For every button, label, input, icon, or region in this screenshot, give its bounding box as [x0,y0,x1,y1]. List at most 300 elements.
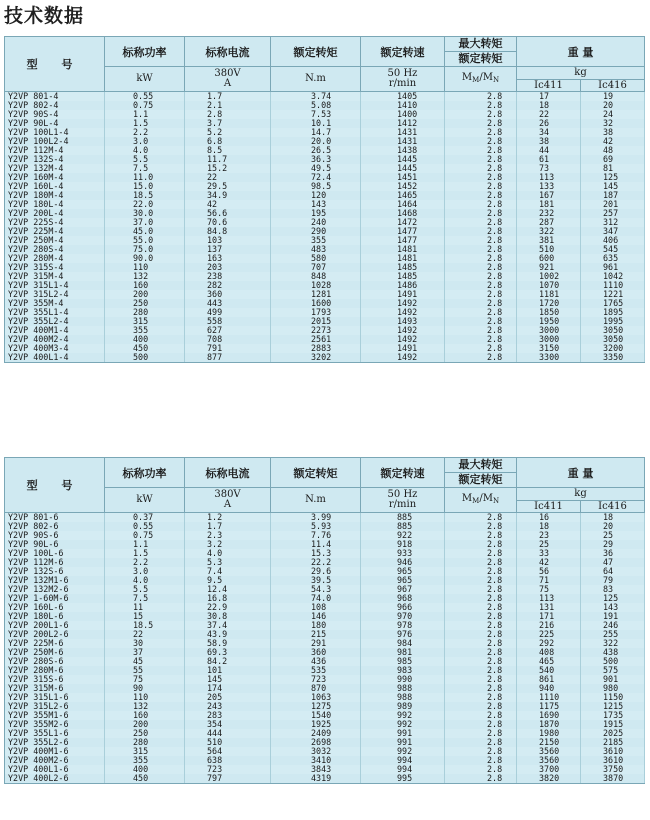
cell-weight-ic416: 257 [581,209,645,218]
cell-speed: 922 [361,531,445,540]
cell-torque: 108 [271,603,361,612]
cell-weight-ic416: 47 [581,558,645,567]
header-max-torque-top: 最大转矩 [445,458,516,473]
cell-torque: 74.0 [271,594,361,603]
cell-weight-ic411: 42 [517,558,581,567]
cell-torque: 5.93 [271,522,361,531]
cell-weight-ic411: 225 [517,630,581,639]
header-speed-unit [361,67,445,92]
header-weight-ic416: Ic416 [581,501,645,513]
header-power-unit: kW [105,488,185,513]
cell-weight-ic411: 861 [517,675,581,684]
cell-ratio: 2.8 [445,756,517,765]
cell-power: 3.0 [105,567,185,576]
table-row [5,263,645,272]
cell-ratio: 2.8 [445,648,517,657]
cell-weight-ic416: 191 [581,612,645,621]
cell-ratio: 2.8 [445,218,517,227]
cell-power: 250 [105,299,185,308]
cell-torque: 2273 [271,326,361,335]
cell-weight-ic416: 48 [581,146,645,155]
cell-current: 69.3 [185,648,271,657]
cell-ratio: 2.8 [445,684,517,693]
cell-weight-ic411: 22 [517,110,581,119]
cell-weight-ic411: 465 [517,657,581,666]
cell-weight-ic411: 921 [517,263,581,272]
cell-torque: 1275 [271,702,361,711]
header-current-unit-bottom: A [223,78,232,89]
cell-current: 70.6 [185,218,271,227]
table-row [5,765,645,774]
cell-weight-ic411: 540 [517,666,581,675]
cell-speed: 1491 [361,344,445,353]
cell-weight-ic411: 3560 [517,747,581,756]
cell-weight-ic416: 64 [581,567,645,576]
cell-model: Y2VP 355M2-6 [5,720,105,729]
cell-ratio: 2.8 [445,263,517,272]
cell-weight-ic411: 1720 [517,299,581,308]
cell-current: 797 [185,774,271,784]
cell-power: 110 [105,693,185,702]
cell-model: Y2VP 112M-4 [5,146,105,155]
cell-model: Y2VP 90S-4 [5,110,105,119]
cell-torque: 15.3 [271,549,361,558]
cell-speed: 1481 [361,254,445,263]
cell-torque: 240 [271,218,361,227]
cell-weight-ic416: 2025 [581,729,645,738]
cell-weight-ic411: 17 [517,92,581,102]
cell-torque: 120 [271,191,361,200]
cell-ratio: 2.8 [445,612,517,621]
cell-model: Y2VP 355L2-6 [5,738,105,747]
cell-ratio: 2.8 [445,182,517,191]
cell-speed: 1472 [361,218,445,227]
cell-current: 627 [185,326,271,335]
cell-speed: 970 [361,612,445,621]
cell-speed: 976 [361,630,445,639]
cell-model: Y2VP 132S-4 [5,155,105,164]
cell-power: 45.0 [105,227,185,236]
cell-weight-ic411: 133 [517,182,581,191]
cell-model: Y2VP 132M1-6 [5,576,105,585]
cell-ratio: 2.8 [445,738,517,747]
cell-model: Y2VP 802-6 [5,522,105,531]
cell-power: 500 [105,353,185,363]
cell-weight-ic416: 1765 [581,299,645,308]
cell-model: Y2VP 802-4 [5,101,105,110]
cell-torque: 29.6 [271,567,361,576]
cell-torque: 2883 [271,344,361,353]
cell-speed: 1486 [361,281,445,290]
cell-weight-ic416: 406 [581,236,645,245]
table-row [5,693,645,702]
cell-model: Y2VP 400M1-4 [5,326,105,335]
cell-weight-ic416: 3610 [581,747,645,756]
cell-ratio: 2.8 [445,666,517,675]
cell-ratio: 2.8 [445,254,517,263]
table-row [5,531,645,540]
header-max-torque [445,458,517,488]
cell-speed: 992 [361,711,445,720]
cell-weight-ic411: 292 [517,639,581,648]
cell-ratio: 2.8 [445,326,517,335]
table-row [5,657,645,666]
cell-weight-ic416: 3870 [581,774,645,784]
cell-speed: 1492 [361,308,445,317]
cell-torque: 1793 [271,308,361,317]
cell-power: 7.5 [105,594,185,603]
cell-torque: 1063 [271,693,361,702]
table-row [5,200,645,209]
cell-weight-ic411: 3560 [517,756,581,765]
cell-speed: 1431 [361,137,445,146]
cell-speed: 885 [361,522,445,531]
cell-speed: 992 [361,747,445,756]
cell-current: 56.6 [185,209,271,218]
cell-ratio: 2.8 [445,299,517,308]
cell-power: 110 [105,263,185,272]
table-row [5,612,645,621]
cell-model: Y2VP 90L-6 [5,540,105,549]
cell-model: Y2VP 200L-4 [5,209,105,218]
header-max-torque-top: 最大转矩 [445,37,516,52]
cell-torque: 1281 [271,290,361,299]
cell-torque: 14.7 [271,128,361,137]
cell-speed: 985 [361,657,445,666]
cell-current: 708 [185,335,271,344]
cell-model: Y2VP 180L-6 [5,612,105,621]
cell-ratio: 2.8 [445,227,517,236]
cell-speed: 1445 [361,164,445,173]
cell-weight-ic416: 143 [581,603,645,612]
cell-speed: 966 [361,603,445,612]
cell-torque: 870 [271,684,361,693]
cell-power: 90 [105,684,185,693]
cell-weight-ic416: 3050 [581,335,645,344]
table-row [5,218,645,227]
header-power: 标称功率 [105,37,185,67]
cell-power: 0.75 [105,101,185,110]
cell-power: 5.5 [105,155,185,164]
cell-speed: 1410 [361,101,445,110]
cell-model: Y2VP 400M3-4 [5,344,105,353]
cell-torque: 291 [271,639,361,648]
cell-weight-ic416: 545 [581,245,645,254]
cell-current: 11.7 [185,155,271,164]
cell-weight-ic416: 438 [581,648,645,657]
cell-weight-ic411: 131 [517,603,581,612]
cell-ratio: 2.8 [445,531,517,540]
cell-power: 132 [105,702,185,711]
cell-current: 15.2 [185,164,271,173]
cell-weight-ic416: 246 [581,621,645,630]
cell-torque: 2561 [271,335,361,344]
cell-ratio: 2.8 [445,711,517,720]
cell-speed: 1493 [361,317,445,326]
table-row [5,576,645,585]
table-row [5,513,645,523]
cell-weight-ic411: 1850 [517,308,581,317]
cell-current: 2.3 [185,531,271,540]
cell-power: 37.0 [105,218,185,227]
table-row [5,603,645,612]
header-current-unit-bottom: A [223,499,232,510]
cell-weight-ic411: 34 [517,128,581,137]
cell-torque: 3202 [271,353,361,363]
cell-current: 499 [185,308,271,317]
cell-power: 2.2 [105,128,185,137]
cell-speed: 946 [361,558,445,567]
header-current-unit-top: 380V [214,68,241,79]
cell-weight-ic416: 3750 [581,765,645,774]
cell-model: Y2VP 160M-4 [5,173,105,182]
cell-speed: 988 [361,684,445,693]
cell-current: 360 [185,290,271,299]
cell-torque: 26.5 [271,146,361,155]
cell-weight-ic411: 3000 [517,335,581,344]
table-row [5,639,645,648]
cell-speed: 1477 [361,227,445,236]
cell-current: 283 [185,711,271,720]
cell-speed: 988 [361,693,445,702]
cell-speed: 989 [361,702,445,711]
cell-current: 638 [185,756,271,765]
cell-current: 22.9 [185,603,271,612]
cell-weight-ic411: 23 [517,531,581,540]
cell-torque: 2015 [271,317,361,326]
cell-speed: 984 [361,639,445,648]
cell-power: 22.0 [105,200,185,209]
cell-torque: 360 [271,648,361,657]
cell-model: Y2VP 280M-4 [5,254,105,263]
cell-model: Y2VP 400M2-4 [5,335,105,344]
cell-power: 355 [105,326,185,335]
cell-ratio: 2.8 [445,549,517,558]
cell-power: 280 [105,308,185,317]
cell-ratio: 2.8 [445,585,517,594]
table-row [5,146,645,155]
cell-current: 22 [185,173,271,182]
table-row [5,182,645,191]
cell-weight-ic411: 1870 [517,720,581,729]
cell-power: 200 [105,290,185,299]
cell-speed: 994 [361,765,445,774]
cell-ratio: 2.8 [445,729,517,738]
cell-power: 75.0 [105,245,185,254]
header-model: 型 号 [5,37,105,92]
cell-ratio: 2.8 [445,353,517,363]
cell-ratio: 2.8 [445,747,517,756]
cell-ratio: 2.8 [445,245,517,254]
cell-power: 280 [105,738,185,747]
cell-current: 791 [185,344,271,353]
cell-speed: 983 [361,666,445,675]
cell-ratio: 2.8 [445,236,517,245]
cell-torque: 3032 [271,747,361,756]
cell-weight-ic416: 980 [581,684,645,693]
table-row [5,92,645,102]
cell-power: 450 [105,344,185,353]
cell-model: Y2VP 280S-4 [5,245,105,254]
table-row [5,585,645,594]
cell-ratio: 2.8 [445,540,517,549]
cell-weight-ic416: 3610 [581,756,645,765]
cell-ratio: 2.8 [445,173,517,182]
cell-model: Y2VP 801-6 [5,513,105,523]
cell-power: 1.1 [105,540,185,549]
table-row [5,540,645,549]
header-weight-ic416: Ic416 [581,80,645,92]
cell-current: 30.8 [185,612,271,621]
cell-weight-ic416: 255 [581,630,645,639]
cell-weight-ic411: 408 [517,648,581,657]
cell-ratio: 2.8 [445,720,517,729]
cell-weight-ic416: 1042 [581,272,645,281]
cell-weight-ic416: 145 [581,182,645,191]
cell-ratio: 2.8 [445,317,517,326]
cell-weight-ic411: 322 [517,227,581,236]
cell-speed: 965 [361,567,445,576]
cell-model: Y2VP 112M-6 [5,558,105,567]
cell-model: Y2VP 400L2-6 [5,774,105,784]
cell-power: 18.5 [105,191,185,200]
cell-weight-ic416: 83 [581,585,645,594]
cell-weight-ic411: 71 [517,576,581,585]
table-row [5,702,645,711]
table-row [5,155,645,164]
cell-ratio: 2.8 [445,200,517,209]
cell-power: 22 [105,630,185,639]
cell-ratio: 2.8 [445,209,517,218]
cell-weight-ic411: 44 [517,146,581,155]
cell-weight-ic416: 500 [581,657,645,666]
cell-power: 7.5 [105,164,185,173]
cell-weight-ic416: 201 [581,200,645,209]
cell-weight-ic416: 1895 [581,308,645,317]
table-row [5,290,645,299]
table-body [5,92,645,363]
cell-weight-ic411: 3300 [517,353,581,363]
spec-table-4-pole [4,36,645,363]
header-weight-ic411: Ic411 [517,80,581,92]
cell-speed: 1400 [361,110,445,119]
cell-speed: 967 [361,585,445,594]
cell-ratio: 2.8 [445,344,517,353]
cell-ratio: 2.8 [445,630,517,639]
cell-weight-ic411: 1181 [517,290,581,299]
cell-power: 55 [105,666,185,675]
cell-weight-ic411: 61 [517,155,581,164]
cell-power: 30 [105,639,185,648]
header-weight-unit: kg [517,488,645,501]
header-max-torque-bottom: 额定转矩 [458,473,503,486]
cell-speed: 965 [361,576,445,585]
cell-current: 12.4 [185,585,271,594]
cell-weight-ic411: 1070 [517,281,581,290]
cell-power: 315 [105,317,185,326]
cell-current: 34.9 [185,191,271,200]
cell-weight-ic416: 1215 [581,702,645,711]
cell-current: 205 [185,693,271,702]
cell-ratio: 2.8 [445,594,517,603]
cell-model: Y2VP 90S-6 [5,531,105,540]
cell-torque: 49.5 [271,164,361,173]
cell-weight-ic416: 20 [581,101,645,110]
table-row [5,648,645,657]
header-torque-unit: N.m [271,67,361,92]
cell-current: 101 [185,666,271,675]
cell-model: Y2VP 1-60M-6 [5,594,105,603]
cell-model: Y2VP 355L2-4 [5,317,105,326]
cell-weight-ic416: 1915 [581,720,645,729]
cell-ratio: 2.8 [445,693,517,702]
table-row [5,326,645,335]
header-power: 标称功率 [105,458,185,488]
cell-current: 443 [185,299,271,308]
cell-speed: 918 [361,540,445,549]
cell-current: 203 [185,263,271,272]
cell-weight-ic411: 113 [517,594,581,603]
cell-weight-ic411: 3820 [517,774,581,784]
table-row [5,101,645,110]
cell-torque: 180 [271,621,361,630]
cell-weight-ic416: 29 [581,540,645,549]
cell-speed: 995 [361,774,445,784]
cell-torque: 5.08 [271,101,361,110]
cell-power: 2.2 [105,558,185,567]
cell-power: 18.5 [105,621,185,630]
cell-weight-ic416: 3350 [581,353,645,363]
cell-weight-ic411: 75 [517,585,581,594]
cell-weight-ic411: 3700 [517,765,581,774]
table-row [5,621,645,630]
cell-torque: 143 [271,200,361,209]
cell-current: 137 [185,245,271,254]
cell-weight-ic416: 1221 [581,290,645,299]
cell-ratio: 2.8 [445,155,517,164]
cell-ratio: 2.8 [445,281,517,290]
cell-torque: 723 [271,675,361,684]
cell-weight-ic411: 113 [517,173,581,182]
cell-power: 355 [105,756,185,765]
cell-torque: 11.4 [271,540,361,549]
cell-torque: 36.3 [271,155,361,164]
cell-ratio: 2.8 [445,603,517,612]
cell-model: Y2VP 250M-4 [5,236,105,245]
table-row [5,110,645,119]
cell-weight-ic411: 25 [517,540,581,549]
cell-weight-ic411: 26 [517,119,581,128]
cell-ratio: 2.8 [445,137,517,146]
cell-current: 238 [185,272,271,281]
cell-speed: 1451 [361,173,445,182]
table-row [5,281,645,290]
cell-model: Y2VP 315M-6 [5,684,105,693]
cell-weight-ic411: 600 [517,254,581,263]
table-row [5,729,645,738]
cell-weight-ic411: 18 [517,101,581,110]
cell-speed: 994 [361,756,445,765]
cell-current: 243 [185,702,271,711]
table-row [5,344,645,353]
cell-weight-ic416: 42 [581,137,645,146]
cell-torque: 1028 [271,281,361,290]
cell-model: Y2VP 200L2-6 [5,630,105,639]
cell-torque: 195 [271,209,361,218]
table-row [5,191,645,200]
cell-current: 145 [185,675,271,684]
cell-speed: 1445 [361,155,445,164]
